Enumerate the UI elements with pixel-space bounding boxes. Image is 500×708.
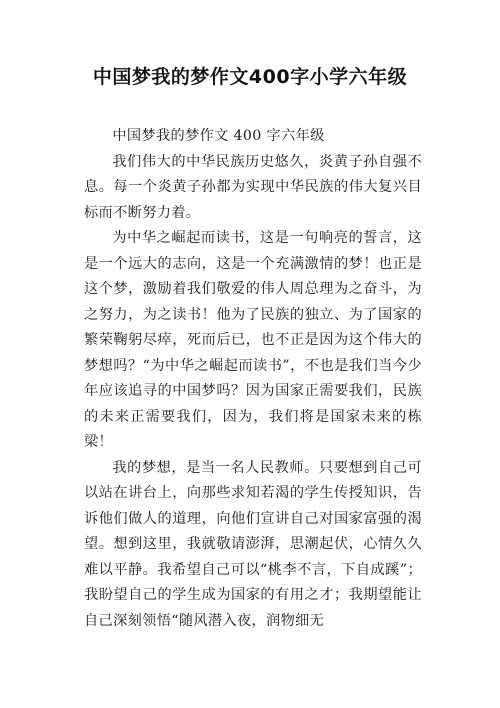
paragraph: 为中华之崛起而读书，这是一句响亮的誓言，这是一个远大的志向，这是一个充满激情的梦！也正是这个梦，激励着我们敬爱的伟人周总理为之奋斗，为之努力，为之读书！他为了民族的独立、为了国家的繁荣鞠躬尽瘁，死而后已，也不正是因为这个伟大的梦想吗？“为中华之崛起而读书”，不也是我们当今少年应该追寻的中国梦吗？因为国家正需要我们，民族的未来正需要我们，因为，我们将是国家未来的栋梁！ (84, 230, 422, 450)
paragraph-subtitle: 中国梦我的梦作文 400 字六年级 (112, 128, 325, 144)
document-title: 中国梦我的梦作文400字小学六年级 (92, 66, 408, 88)
document-body (84, 124, 422, 634)
paragraph: 我们伟大的中华民族历史悠久，炎黄子孙自强不息。每一个炎黄子孙都为实现中华民族的伟大复兴目标而不断努力着。 (84, 153, 422, 221)
paragraph: 我的梦想，是当一名人民教师。只要想到自己可以站在讲台上，向那些求知若渴的学生传授知识，告诉他们做人的道理，向他们宣讲自己对国家富强的渴望。想到这里，我就敬请澎湃，思潮起伏，心情久久难以平静。我希望自己可以“桃李不言，下自成蹊”；我盼望自己的学生成为国家的有用之才；我期望能让自己深刻领悟“随风潜入夜，润物细无 (84, 459, 422, 629)
